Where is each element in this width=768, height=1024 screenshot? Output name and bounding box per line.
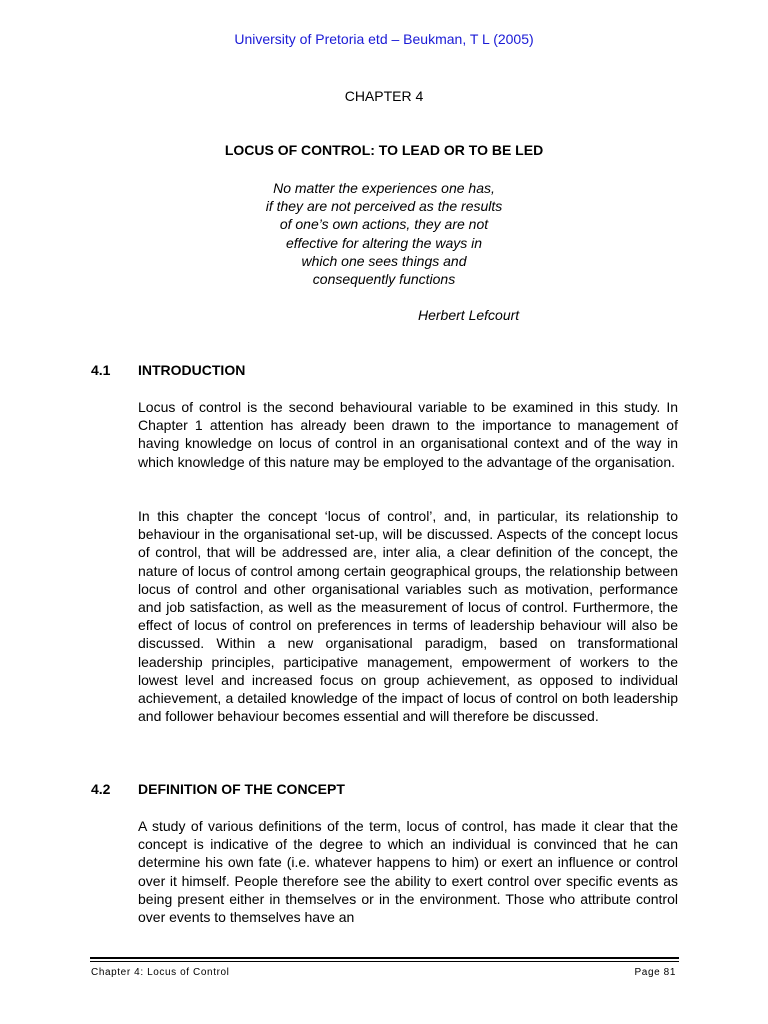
page-header: University of Pretoria etd – Beukman, T L (2005): [234, 31, 534, 47]
section-heading-definition: [91, 781, 345, 797]
body-paragraph: [138, 507, 678, 725]
epigraph-line: of one’s own actions, they are not: [279, 216, 489, 233]
footer-page-number: Page 81: [634, 967, 676, 978]
epigraph-line: effective for altering the ways in: [285, 234, 483, 251]
paragraph-text: Locus of control is the second behavioural variable to be examined in this study. In Chapter 1 attention has already been drawn to the importance to management of having knowledge on locus of control in an organisational context and of the way in which knowledge of this nature may be employed to the advantage of the organisation.: [138, 399, 678, 470]
paragraph-text: In this chapter the concept ‘locus of control’, and, in particular, its relationship to behaviour in the organisational set-up, will be discussed. Aspects of the concept locus of control, that will be addressed are, inter alia, a clear definition of the concept, the nature of locus of control among certain geographical groups, the relationship between locus of control and other organisational variables such as motivation, performance and job satisfaction, as well as the measurement of locus of control. Furthermore, the effect of locus of control on preferences in terms of leadership behaviour will also be discussed. Within a new organisational paradigm, based on transformational leadership principles, participative management, empowerment of workers to the lowest level and increased focus on group achievement, as opposed to individual achievement, a detailed knowledge of the impact of locus of control on both leadership and follower behaviour becomes essential and will therefore be discussed.: [138, 508, 678, 725]
section-title: DEFINITION OF THE CONCEPT: [138, 781, 345, 797]
epigraph-quote: [0, 179, 768, 288]
footer-rule: [90, 957, 679, 959]
section-title: INTRODUCTION: [138, 362, 246, 378]
footer-rule: [90, 961, 679, 962]
section-number: 4.2: [91, 781, 111, 797]
footer-chapter: Chapter 4: Locus of Control: [91, 967, 230, 978]
section-heading-introduction: [91, 362, 245, 378]
body-paragraph: [138, 398, 678, 471]
body-paragraph: [138, 817, 678, 926]
epigraph-line: consequently functions: [312, 271, 456, 288]
section-number: 4.1: [91, 362, 111, 378]
epigraph-author: Herbert Lefcourt: [418, 307, 520, 323]
epigraph-line: if they are not perceived as the results: [265, 198, 503, 215]
paragraph-text: A study of various definitions of the term, locus of control, has made it clear that the concept is indicative of the degree to which an individual is convinced that he can determine his own fate (i.e. whatever happens to him) or exert an influence or control over it himself. People therefore see the ability to exert control over specific events as being present either in themselves or in the environment. Those who attribute control over events to themselves have an: [138, 818, 678, 926]
epigraph-line: No matter the experiences one has,: [273, 180, 495, 196]
epigraph-line: which one sees things and: [301, 252, 467, 269]
chapter-title: LOCUS OF CONTROL: TO LEAD OR TO BE LED: [224, 142, 544, 158]
chapter-label: CHAPTER 4: [344, 88, 424, 104]
